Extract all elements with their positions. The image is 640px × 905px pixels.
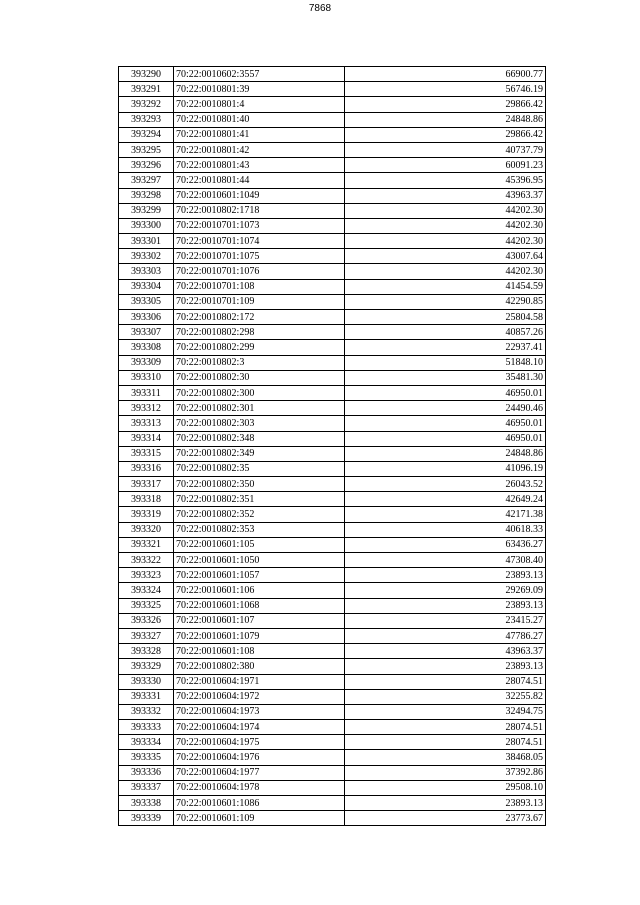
cadastral-value-cell: 60091.23 [345, 158, 546, 173]
table-row [119, 127, 546, 142]
cadastral-value-cell: 32494.75 [345, 704, 546, 719]
table-row [119, 628, 546, 643]
row-number-cell: 393292 [119, 97, 174, 112]
table-body [119, 67, 546, 826]
cadastral-number-cell: 70:22:0010802:350 [174, 477, 345, 492]
cadastral-number-cell: 70:22:0010604:1976 [174, 750, 345, 765]
row-number-cell: 393300 [119, 218, 174, 233]
row-number-cell: 393335 [119, 750, 174, 765]
cadastral-number-cell: 70:22:0010802:172 [174, 310, 345, 325]
cadastral-value-cell: 46950.01 [345, 385, 546, 400]
table-row [119, 355, 546, 370]
row-number-cell: 393327 [119, 628, 174, 643]
cadastral-number-cell: 70:22:0010802:30 [174, 370, 345, 385]
table-row [119, 461, 546, 476]
cadastral-number-cell: 70:22:0010701:108 [174, 279, 345, 294]
row-number-cell: 393307 [119, 325, 174, 340]
row-number-cell: 393330 [119, 674, 174, 689]
cadastral-value-cell: 46950.01 [345, 416, 546, 431]
table-row [119, 142, 546, 157]
cadastral-value-cell: 29866.42 [345, 97, 546, 112]
cadastral-number-cell: 70:22:0010602:3557 [174, 67, 345, 82]
cadastral-value-cell: 47786.27 [345, 628, 546, 643]
table-row [119, 613, 546, 628]
table-row [119, 294, 546, 309]
row-number-cell: 393319 [119, 507, 174, 522]
table-row [119, 553, 546, 568]
cadastral-value-cell: 35481.30 [345, 370, 546, 385]
table-row [119, 218, 546, 233]
table-row [119, 249, 546, 264]
cadastral-number-cell: 70:22:0010802:300 [174, 385, 345, 400]
row-number-cell: 393312 [119, 401, 174, 416]
cadastral-value-cell: 23415.27 [345, 613, 546, 628]
row-number-cell: 393306 [119, 310, 174, 325]
cadastral-value-cell: 26043.52 [345, 477, 546, 492]
cadastral-number-cell: 70:22:0010802:348 [174, 431, 345, 446]
cadastral-value-cell: 28074.51 [345, 674, 546, 689]
row-number-cell: 393296 [119, 158, 174, 173]
cadastral-number-cell: 70:22:0010604:1973 [174, 704, 345, 719]
row-number-cell: 393339 [119, 811, 174, 826]
cadastral-value-cell: 40737.79 [345, 142, 546, 157]
cadastral-value-cell: 43007.64 [345, 249, 546, 264]
table-row [119, 173, 546, 188]
cadastral-number-cell: 70:22:0010604:1971 [174, 674, 345, 689]
cadastral-value-cell: 25804.58 [345, 310, 546, 325]
cadastral-number-cell: 70:22:0010802:353 [174, 522, 345, 537]
row-number-cell: 393317 [119, 477, 174, 492]
table-row [119, 780, 546, 795]
table-row [119, 507, 546, 522]
cadastral-number-cell: 70:22:0010701:1074 [174, 234, 345, 249]
row-number-cell: 393299 [119, 203, 174, 218]
row-number-cell: 393336 [119, 765, 174, 780]
cadastral-value-cell: 44202.30 [345, 234, 546, 249]
cadastral-number-cell: 70:22:0010604:1978 [174, 780, 345, 795]
table-row [119, 568, 546, 583]
cadastral-value-cell: 23893.13 [345, 568, 546, 583]
row-number-cell: 393293 [119, 112, 174, 127]
cadastral-value-cell: 42290.85 [345, 294, 546, 309]
cadastral-value-cell: 44202.30 [345, 264, 546, 279]
row-number-cell: 393322 [119, 553, 174, 568]
cadastral-value-cell: 42171.38 [345, 507, 546, 522]
cadastral-value-cell: 51848.10 [345, 355, 546, 370]
cadastral-value-cell: 29508.10 [345, 780, 546, 795]
cadastral-value-cell: 23893.13 [345, 659, 546, 674]
cadastral-number-cell: 70:22:0010801:4 [174, 97, 345, 112]
cadastral-value-cell: 29269.09 [345, 583, 546, 598]
cadastral-number-cell: 70:22:0010601:1049 [174, 188, 345, 203]
row-number-cell: 393338 [119, 796, 174, 811]
cadastral-number-cell: 70:22:0010802:349 [174, 446, 345, 461]
table-row [119, 477, 546, 492]
table-row [119, 112, 546, 127]
row-number-cell: 393333 [119, 720, 174, 735]
row-number-cell: 393314 [119, 431, 174, 446]
row-number-cell: 393311 [119, 385, 174, 400]
cadastral-value-cell: 29866.42 [345, 127, 546, 142]
cadastral-number-cell: 70:22:0010802:301 [174, 401, 345, 416]
table-row [119, 811, 546, 826]
table-row [119, 689, 546, 704]
row-number-cell: 393334 [119, 735, 174, 750]
cadastral-number-cell: 70:22:0010802:380 [174, 659, 345, 674]
row-number-cell: 393324 [119, 583, 174, 598]
cadastral-number-cell: 70:22:0010801:40 [174, 112, 345, 127]
row-number-cell: 393326 [119, 613, 174, 628]
row-number-cell: 393315 [119, 446, 174, 461]
row-number-cell: 393303 [119, 264, 174, 279]
table-row [119, 401, 546, 416]
row-number-cell: 393301 [119, 234, 174, 249]
row-number-cell: 393304 [119, 279, 174, 294]
table-row [119, 659, 546, 674]
cadastral-number-cell: 70:22:0010601:1050 [174, 553, 345, 568]
table-row [119, 264, 546, 279]
cadastral-number-cell: 70:22:0010601:1068 [174, 598, 345, 613]
table-row [119, 340, 546, 355]
cadastral-number-cell: 70:22:0010601:105 [174, 537, 345, 552]
table-row [119, 796, 546, 811]
cadastral-value-cell: 38468.05 [345, 750, 546, 765]
cadastral-value-cell: 44202.30 [345, 218, 546, 233]
cadastral-number-cell: 70:22:0010701:1075 [174, 249, 345, 264]
cadastral-value-cell: 47308.40 [345, 553, 546, 568]
cadastral-value-cell: 40618.33 [345, 522, 546, 537]
row-number-cell: 393305 [119, 294, 174, 309]
table-row [119, 492, 546, 507]
table-row [119, 416, 546, 431]
table-row [119, 97, 546, 112]
cadastral-value-cell: 37392.86 [345, 765, 546, 780]
cadastral-number-cell: 70:22:0010802:303 [174, 416, 345, 431]
table-row [119, 67, 546, 82]
cadastral-number-cell: 70:22:0010701:1073 [174, 218, 345, 233]
cadastral-value-cell: 32255.82 [345, 689, 546, 704]
table-row [119, 188, 546, 203]
cadastral-value-table [118, 66, 546, 826]
table-row [119, 446, 546, 461]
row-number-cell: 393328 [119, 644, 174, 659]
row-number-cell: 393318 [119, 492, 174, 507]
cadastral-number-cell: 70:22:0010802:352 [174, 507, 345, 522]
cadastral-value-cell: 63436.27 [345, 537, 546, 552]
cadastral-value-cell: 41454.59 [345, 279, 546, 294]
cadastral-number-cell: 70:22:0010801:42 [174, 142, 345, 157]
cadastral-value-cell: 42649.24 [345, 492, 546, 507]
table-row [119, 310, 546, 325]
row-number-cell: 393329 [119, 659, 174, 674]
cadastral-number-cell: 70:22:0010802:3 [174, 355, 345, 370]
cadastral-number-cell: 70:22:0010601:1086 [174, 796, 345, 811]
table-row [119, 720, 546, 735]
cadastral-value-cell: 45396.95 [345, 173, 546, 188]
table-row [119, 431, 546, 446]
table-row [119, 385, 546, 400]
cadastral-number-cell: 70:22:0010604:1972 [174, 689, 345, 704]
table-row [119, 735, 546, 750]
cadastral-value-cell: 22937.41 [345, 340, 546, 355]
cadastral-number-cell: 70:22:0010601:1079 [174, 628, 345, 643]
cadastral-value-cell: 41096.19 [345, 461, 546, 476]
row-number-cell: 393316 [119, 461, 174, 476]
cadastral-number-cell: 70:22:0010802:1718 [174, 203, 345, 218]
row-number-cell: 393295 [119, 142, 174, 157]
table-row [119, 325, 546, 340]
table-row [119, 598, 546, 613]
table-row [119, 644, 546, 659]
cadastral-value-cell: 23893.13 [345, 796, 546, 811]
cadastral-value-cell: 24848.86 [345, 446, 546, 461]
table-row [119, 158, 546, 173]
cadastral-number-cell: 70:22:0010802:298 [174, 325, 345, 340]
cadastral-value-cell: 43963.37 [345, 644, 546, 659]
cadastral-number-cell: 70:22:0010802:35 [174, 461, 345, 476]
cadastral-value-cell: 23773.67 [345, 811, 546, 826]
row-number-cell: 393298 [119, 188, 174, 203]
table-row [119, 765, 546, 780]
cadastral-number-cell: 70:22:0010801:43 [174, 158, 345, 173]
cadastral-number-cell: 70:22:0010601:109 [174, 811, 345, 826]
row-number-cell: 393313 [119, 416, 174, 431]
cadastral-value-cell: 43963.37 [345, 188, 546, 203]
table-row [119, 522, 546, 537]
row-number-cell: 393332 [119, 704, 174, 719]
cadastral-value-cell: 44202.30 [345, 203, 546, 218]
cadastral-number-cell: 70:22:0010701:109 [174, 294, 345, 309]
row-number-cell: 393331 [119, 689, 174, 704]
table-row [119, 203, 546, 218]
cadastral-value-cell: 23893.13 [345, 598, 546, 613]
cadastral-value-cell: 24490.46 [345, 401, 546, 416]
cadastral-value-cell: 66900.77 [345, 67, 546, 82]
row-number-cell: 393337 [119, 780, 174, 795]
cadastral-number-cell: 70:22:0010802:351 [174, 492, 345, 507]
row-number-cell: 393291 [119, 82, 174, 97]
page-number: 7868 [308, 3, 332, 14]
row-number-cell: 393302 [119, 249, 174, 264]
row-number-cell: 393294 [119, 127, 174, 142]
row-number-cell: 393308 [119, 340, 174, 355]
row-number-cell: 393309 [119, 355, 174, 370]
table-row [119, 674, 546, 689]
cadastral-value-cell: 40857.26 [345, 325, 546, 340]
cadastral-number-cell: 70:22:0010601:106 [174, 583, 345, 598]
cadastral-number-cell: 70:22:0010601:107 [174, 613, 345, 628]
cadastral-number-cell: 70:22:0010801:39 [174, 82, 345, 97]
cadastral-value-cell: 28074.51 [345, 720, 546, 735]
cadastral-value-cell: 46950.01 [345, 431, 546, 446]
cadastral-number-cell: 70:22:0010604:1977 [174, 765, 345, 780]
row-number-cell: 393320 [119, 522, 174, 537]
row-number-cell: 393323 [119, 568, 174, 583]
cadastral-number-cell: 70:22:0010604:1975 [174, 735, 345, 750]
row-number-cell: 393297 [119, 173, 174, 188]
table-row [119, 82, 546, 97]
table-row [119, 750, 546, 765]
row-number-cell: 393290 [119, 67, 174, 82]
cadastral-number-cell: 70:22:0010601:1057 [174, 568, 345, 583]
cadastral-number-cell: 70:22:0010802:299 [174, 340, 345, 355]
cadastral-value-cell: 24848.86 [345, 112, 546, 127]
cadastral-value-cell: 28074.51 [345, 735, 546, 750]
table-row [119, 583, 546, 598]
row-number-cell: 393325 [119, 598, 174, 613]
cadastral-number-cell: 70:22:0010801:41 [174, 127, 345, 142]
table-row [119, 279, 546, 294]
cadastral-value-cell: 56746.19 [345, 82, 546, 97]
cadastral-number-cell: 70:22:0010701:1076 [174, 264, 345, 279]
table-row [119, 537, 546, 552]
row-number-cell: 393321 [119, 537, 174, 552]
row-number-cell: 393310 [119, 370, 174, 385]
table-row [119, 370, 546, 385]
cadastral-number-cell: 70:22:0010801:44 [174, 173, 345, 188]
table-row [119, 704, 546, 719]
cadastral-number-cell: 70:22:0010601:108 [174, 644, 345, 659]
table-row [119, 234, 546, 249]
cadastral-number-cell: 70:22:0010604:1974 [174, 720, 345, 735]
